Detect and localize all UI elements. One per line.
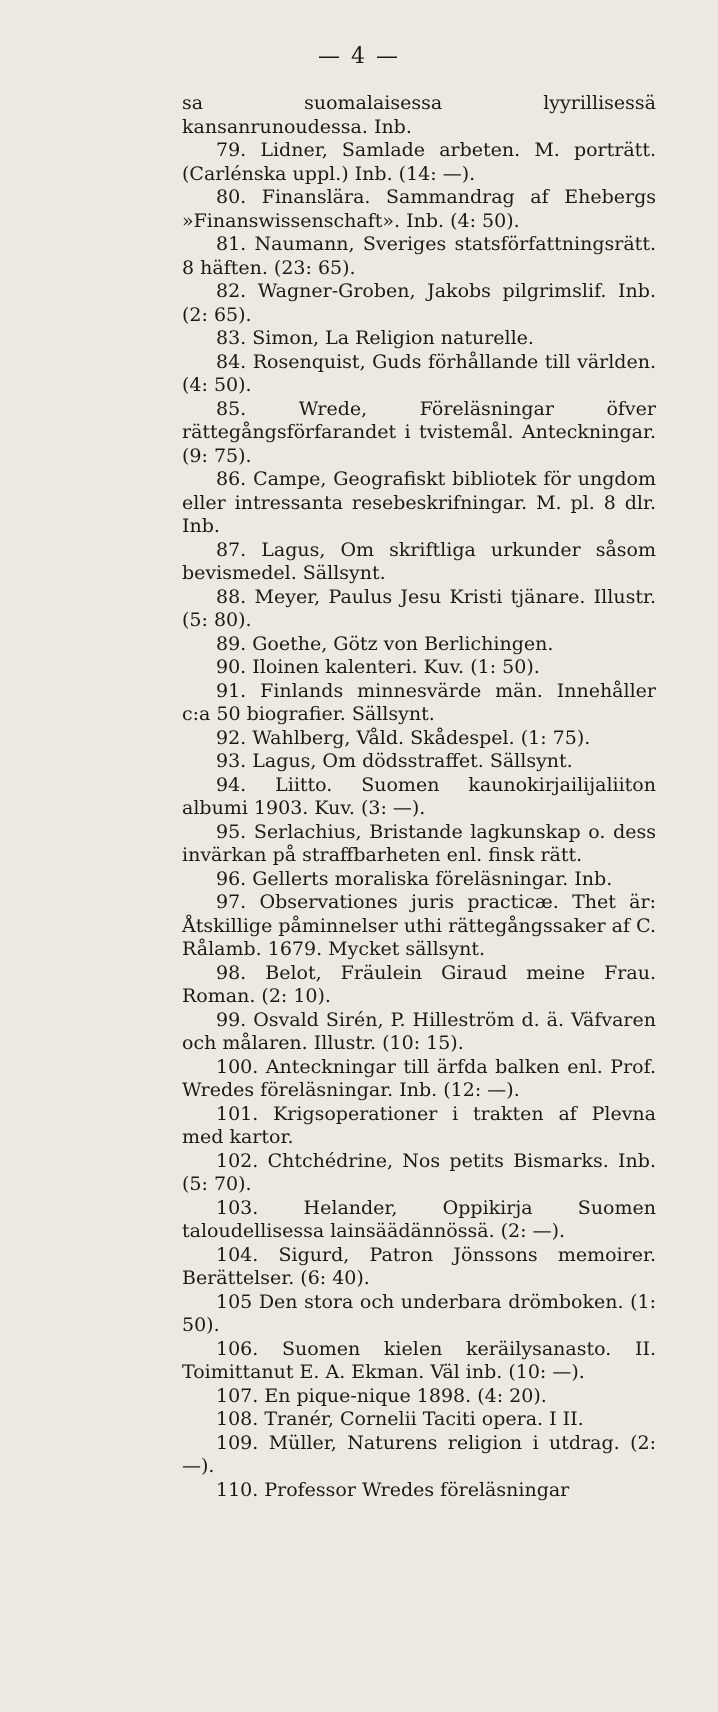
catalog-entry-103: 103. Helander, Oppikirja Suomen taloudellisessa lainsäädännössä. (2: —). <box>182 1196 656 1242</box>
catalog-entry-80: 80. Finanslära. Sammandrag af Ehebergs »Finanswissenschaft». Inb. (4: 50). <box>182 186 656 232</box>
text-column <box>182 92 656 1502</box>
catalog-entry-89: 89. Goethe, Götz von Berlichingen. <box>216 632 554 655</box>
catalog-entry-83: 83. Simon, La Religion naturelle. <box>216 327 534 349</box>
catalog-entry-82: 82. Wagner-Groben, Jakobs pilgrimslif. Inb. (2: 65). <box>182 280 656 326</box>
catalog-entry-104: 104. Sigurd, Patron Jönssons memoirer. Berättelser. (6: 40). <box>182 1243 656 1289</box>
catalog-entry-91: 91. Finlands minnesvärde män. Innehåller c:a 50 biografier. Sällsynt. <box>182 679 656 725</box>
continuation-text: sa suomalaisessa lyyrillisessä kansanrunoudessa. Inb. <box>182 92 656 138</box>
catalog-entry-96: 96. Gellerts moraliska föreläsningar. Inb. <box>216 867 613 890</box>
catalog-entry-95: 95. Serlachius, Bristande lagkunskap o. dess invärkan på straffbarheten enl. finsk rätt. <box>182 820 656 866</box>
catalog-entry-87: 87. Lagus, Om skriftliga urkunder såsom bevismedel. Sällsynt. <box>182 538 656 584</box>
catalog-entry-86: 86. Campe, Geografiskt bibliotek för ungdom eller intressanta resebeskrifningar. M. pl. 8 dlr. Inb. <box>182 468 656 537</box>
catalog-entry-107: 107. En pique-nique 1898. (4: 20). <box>216 1384 547 1407</box>
catalog-entry-94: 94. Liitto. Suomen kaunokirjailijaliiton albumi 1903. Kuv. (3: —). <box>182 773 656 819</box>
catalog-entry-105: 105 Den stora och underbara drömboken. (1: 50). <box>182 1290 656 1336</box>
catalog-entry-93: 93. Lagus, Om dödsstraffet. Sällsynt. <box>216 750 573 772</box>
catalog-entry-102: 102. Chtchédrine, Nos petits Bismarks. Inb. (5: 70). <box>182 1149 656 1195</box>
catalog-entry-106: 106. Suomen kielen keräilysanasto. II. Toimittanut E. A. Ekman. Väl inb. (10: —). <box>182 1337 656 1383</box>
catalog-entry-109: 109. Müller, Naturens religion i utdrag. (2: —). <box>182 1431 656 1477</box>
catalog-entry-108: 108. Tranér, Cornelii Taciti opera. I II. <box>216 1408 584 1430</box>
catalog-entry-97: 97. Observationes juris practicæ. Thet är: Åtskillige påminnelser uthi rättegångssaker af C. Rålamb. 1679. Mycket sällsynt. <box>182 891 656 960</box>
catalog-entry-90: 90. Iloinen kalenteri. Kuv. (1: 50). <box>216 656 540 678</box>
catalog-entry-85: 85. Wrede, Föreläsningar öfver rättegångsförfarandet i tvistemål. Anteckningar. (9: 75). <box>182 397 656 467</box>
catalog-entry-98: 98. Belot, Fräulein Giraud meine Frau. Roman. (2: 10). <box>182 961 656 1007</box>
catalog-entry-101: 101. Krigsoperationer i trakten af Plevna med kartor. <box>182 1102 656 1148</box>
catalog-entry-100: 100. Anteckningar till ärfda balken enl. Prof. Wredes föreläsningar. Inb. (12: —). <box>182 1055 656 1101</box>
catalog-entry-110: 110. Professor Wredes föreläsningar <box>216 1478 570 1501</box>
catalog-entry-84: 84. Rosenquist, Guds förhållande till världen. (4: 50). <box>182 350 656 396</box>
catalog-entry-99: 99. Osvald Sirén, P. Hilleström d. ä. Väfvaren och målaren. Illustr. (10: 15). <box>182 1008 656 1054</box>
catalog-entry-88: 88. Meyer, Paulus Jesu Kristi tjänare. Illustr. (5: 80). <box>182 585 656 631</box>
catalog-entry-81: 81. Naumann, Sveriges statsförfattningsrätt. 8 häften. (23: 65). <box>182 233 656 279</box>
catalog-entry-79: 79. Lidner, Samlade arbeten. M. porträtt. (Carlénska uppl.) Inb. (14: —). <box>182 139 656 185</box>
page-number: — 4 — <box>318 44 400 69</box>
catalog-entry-92: 92. Wahlberg, Våld. Skådespel. (1: 75). <box>216 726 591 749</box>
